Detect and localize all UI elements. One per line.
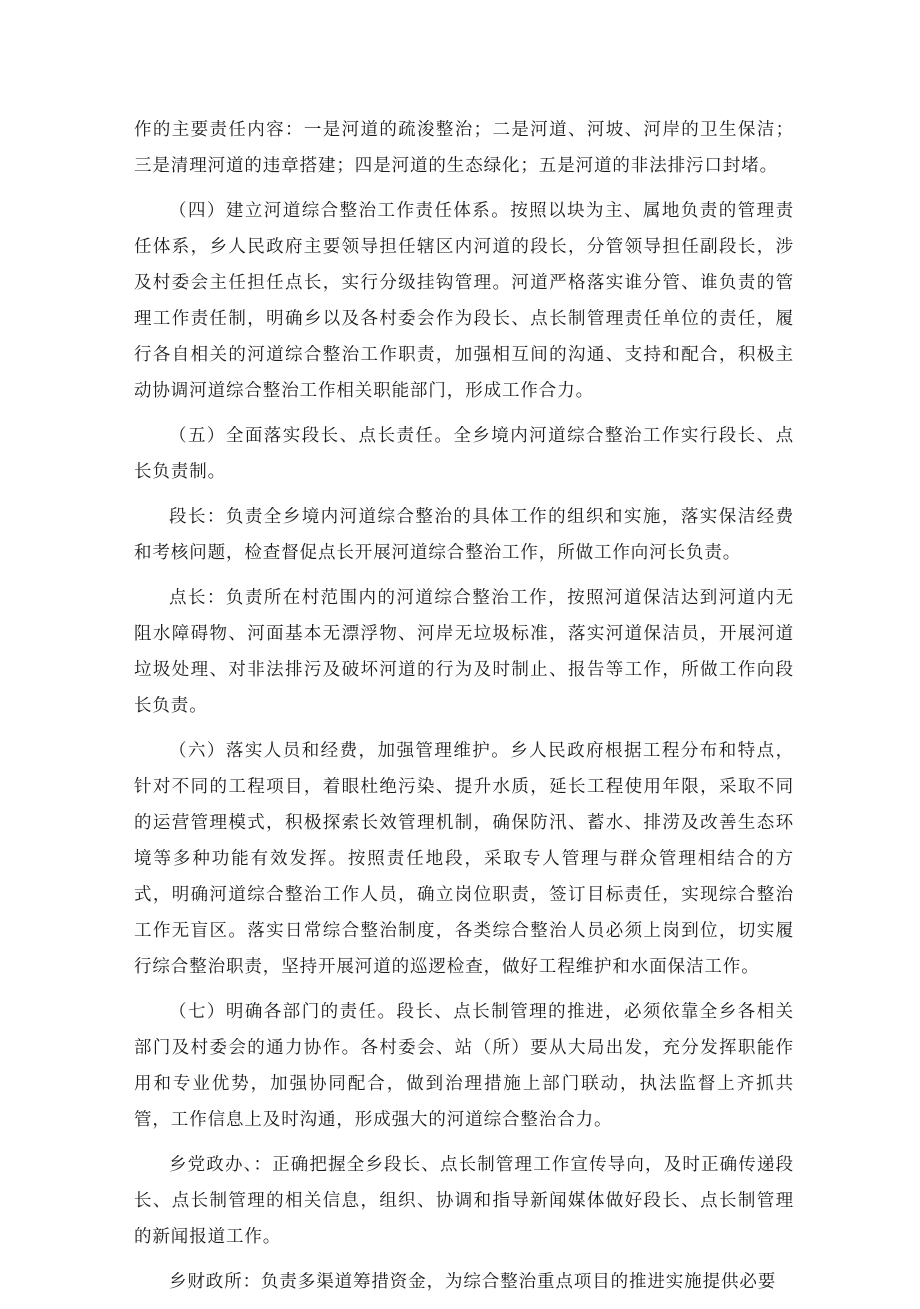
paragraph-point-chief: 点长：负责所在村范围内的河道综合整治工作，按照河道保洁达到河道内无阻水障碍物、河面基本无漂浮物、河岸无垃圾标准，落实河道保洁员，开展河道垃圾处理、对非法排污及破坏河道的行为及时制止、报告等工作，所做工作向段长负责。 bbox=[134, 588, 794, 716]
paragraph-section-4: （四）建立河道综合整治工作责任体系。按照以块为主、属地负责的管理责任体系，乡人民政府主要领导担任辖区内河道的段长，分管领导担任副段长，涉及村委会主任担任点长，实行分级挂钩管理。河道严格落实谁分管、谁负责的管理工作责任制，明确乡以及各村委会作为段长、点长制管理责任单位的责任，履行各自相关的河道综合整治工作职责，加强相互间的沟通、支持和配合，积极主动协调河道综合整治工作相关职能部门，形成工作合力。 bbox=[134, 201, 794, 401]
paragraph-finance-office: 乡财政所：负责多渠道筹措资金，为综合整治重点项目的推进实施提供必要 bbox=[169, 1272, 777, 1292]
paragraph-continuation: 作的主要责任内容：一是河道的疏浚整治；二是河道、河坡、河岸的卫生保洁；三是清理河道的违章搭建；四是河道的生态绿化；五是河道的非法排污口封堵。 bbox=[134, 120, 794, 176]
paragraph-section-5: （五）全面落实段长、点长责任。全乡境内河道综合整治工作实行段长、点长负责制。 bbox=[134, 426, 794, 482]
paragraph-section-6: （六）落实人员和经费，加强管理维护。乡人民政府根据工程分布和特点，针对不同的工程项目，着眼杜绝污染、提升水质，延长工程使用年限，采取不同的运营管理模式，积极探索长效管理机制，确保防汛、蓄水、排涝及改善生态环境等多种功能有效发挥。按照责任地段，采取专人管理与群众管理相结合的方式，明确河道综合整治工作人员，确立岗位职责，签订目标责任，实现综合整治工作无盲区。落实日常综合整治制度，各类综合整治人员必须上岗到位，切实履行综合整治职责，坚持开展河道的巡逻检查，做好工程维护和水面保洁工作。 bbox=[134, 741, 794, 977]
paragraph-party-office: 乡党政办、：正确把握全乡段长、点长制管理工作宣传导向，及时正确传递段长、点长制管理的相关信息，组织、协调和指导新闻媒体做好段长、点长制管理的新闻报道工作。 bbox=[134, 1155, 794, 1247]
paragraph-segment-chief: 段长：负责全乡境内河道综合整治的具体工作的组织和实施，落实保洁经费和考核问题，检查督促点长开展河道综合整治工作，所做工作向河长负责。 bbox=[134, 507, 794, 563]
document-body bbox=[134, 112, 794, 1309]
paragraph-section-7: （七）明确各部门的责任。段长、点长制管理的推进，必须依靠全乡各相关部门及村委会的通力协作。各村委会、站（所）要从大局出发，充分发挥职能作用和专业优势，加强协同配合，做到治理措施上部门联动，执法监督上齐抓共管，工作信息上及时沟通，形成强大的河道综合整治合力。 bbox=[134, 1002, 794, 1130]
